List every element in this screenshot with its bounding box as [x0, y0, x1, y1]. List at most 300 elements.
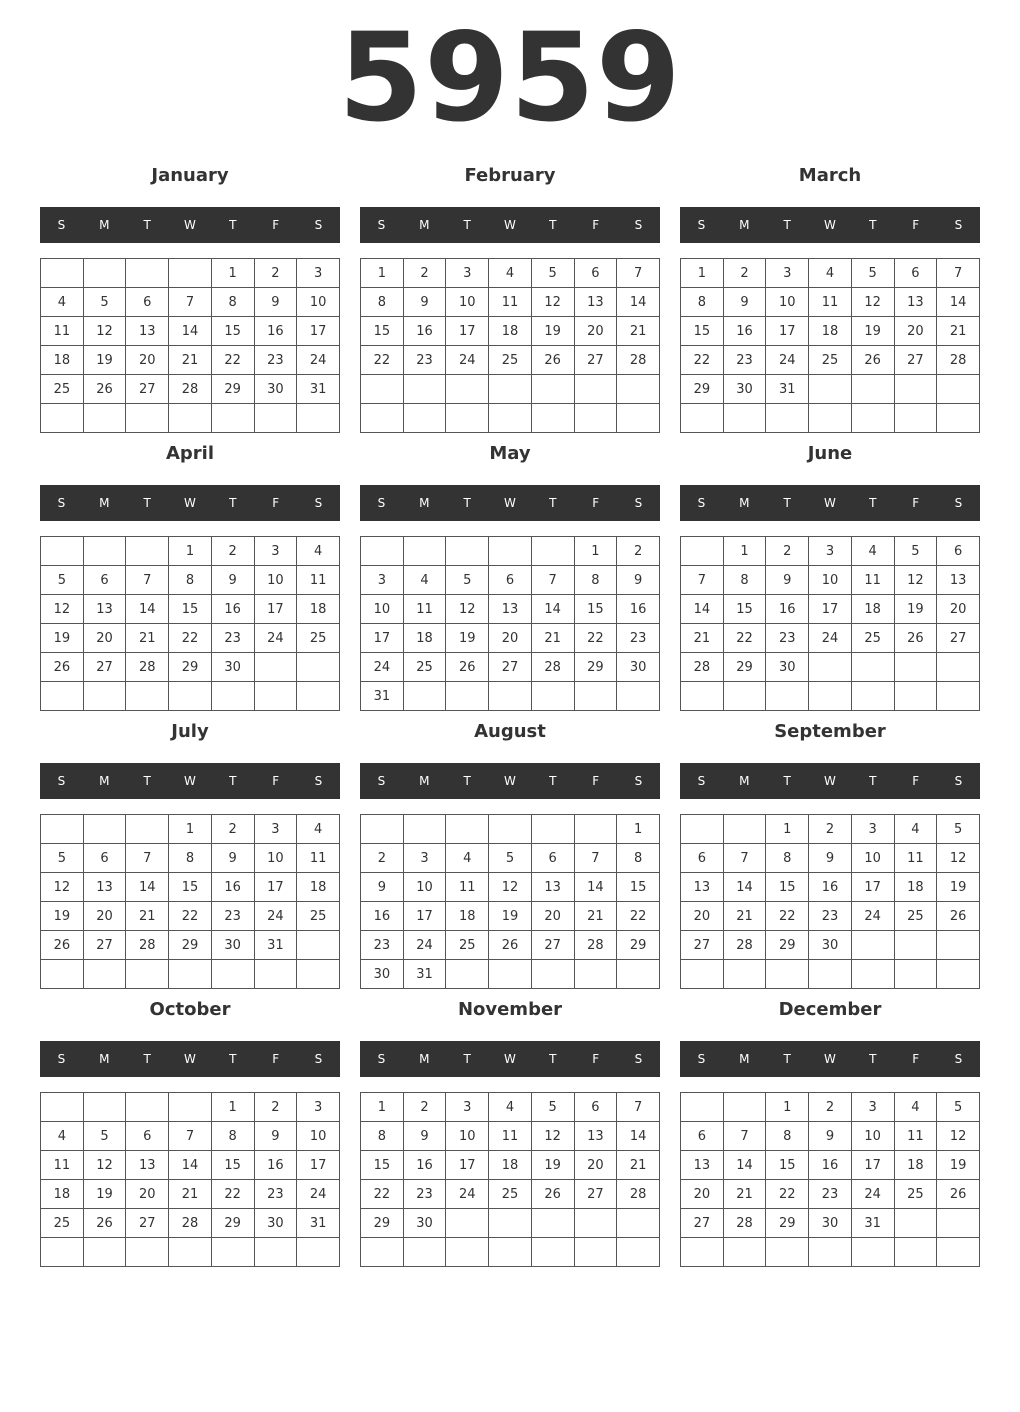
weekday-label: M — [419, 774, 430, 788]
empty-day-cell — [489, 537, 532, 566]
month-february — [360, 160, 660, 430]
month-name: February — [464, 165, 556, 186]
day-cell: 14 — [169, 1151, 212, 1180]
weekday-label: T — [229, 496, 237, 510]
empty-day-cell — [809, 1238, 852, 1267]
day-cell: 11 — [894, 1122, 937, 1151]
day-cell: 12 — [489, 873, 532, 902]
week-row — [361, 1209, 660, 1238]
empty-day-cell — [723, 815, 766, 844]
weekday-header — [680, 207, 980, 243]
empty-day-cell — [574, 960, 617, 989]
empty-day-cell — [681, 404, 724, 433]
month-may — [360, 438, 660, 708]
day-cell: 8 — [617, 844, 660, 873]
month-name: March — [798, 165, 862, 186]
week-row — [41, 259, 340, 288]
weekday-label: M — [99, 496, 110, 510]
empty-day-cell — [254, 1238, 297, 1267]
day-cell: 30 — [766, 653, 809, 682]
day-cell: 19 — [937, 1151, 980, 1180]
empty-day-cell — [617, 375, 660, 404]
day-cell: 26 — [83, 1209, 126, 1238]
empty-day-cell — [574, 404, 617, 433]
day-cell: 9 — [403, 288, 446, 317]
day-cell: 6 — [126, 288, 169, 317]
empty-day-cell — [617, 1209, 660, 1238]
weekday-label: F — [592, 218, 600, 232]
day-cell: 27 — [531, 931, 574, 960]
week-row — [681, 375, 980, 404]
empty-day-cell — [937, 1209, 980, 1238]
day-cell: 26 — [446, 653, 489, 682]
day-cell: 22 — [361, 346, 404, 375]
day-cell: 7 — [169, 288, 212, 317]
day-cell: 22 — [766, 1180, 809, 1209]
week-row — [41, 317, 340, 346]
day-cell: 17 — [446, 317, 489, 346]
day-cell: 4 — [41, 288, 84, 317]
empty-day-cell — [531, 815, 574, 844]
weekday-label: W — [504, 218, 516, 232]
day-cell: 13 — [531, 873, 574, 902]
weekday-label: W — [824, 496, 836, 510]
day-cell: 3 — [809, 537, 852, 566]
empty-day-cell — [489, 960, 532, 989]
week-row — [41, 1180, 340, 1209]
day-cell: 29 — [723, 653, 766, 682]
day-cell: 22 — [574, 624, 617, 653]
day-cell: 25 — [809, 346, 852, 375]
day-cell: 19 — [894, 595, 937, 624]
day-cell: 9 — [361, 873, 404, 902]
week-row — [41, 682, 340, 711]
empty-day-cell — [446, 682, 489, 711]
day-cell: 18 — [809, 317, 852, 346]
empty-day-cell — [894, 404, 937, 433]
day-cell: 21 — [681, 624, 724, 653]
day-cell: 5 — [531, 1093, 574, 1122]
weekday-label: W — [184, 774, 196, 788]
empty-day-cell — [894, 375, 937, 404]
day-cell: 30 — [211, 931, 254, 960]
empty-day-cell — [126, 259, 169, 288]
empty-day-cell — [894, 960, 937, 989]
day-cell: 20 — [126, 1180, 169, 1209]
day-cell: 1 — [766, 1093, 809, 1122]
day-cell: 27 — [574, 346, 617, 375]
empty-day-cell — [403, 815, 446, 844]
empty-day-cell — [403, 682, 446, 711]
empty-day-cell — [403, 537, 446, 566]
weekday-label: F — [592, 1052, 600, 1066]
day-cell: 12 — [894, 566, 937, 595]
day-grid — [360, 536, 660, 711]
month-name: July — [171, 721, 209, 742]
weekday-label: T — [463, 218, 471, 232]
day-cell: 8 — [723, 566, 766, 595]
day-cell: 4 — [489, 259, 532, 288]
day-cell: 4 — [446, 844, 489, 873]
empty-day-cell — [937, 931, 980, 960]
day-cell: 13 — [489, 595, 532, 624]
week-row — [41, 288, 340, 317]
week-row — [361, 815, 660, 844]
empty-day-cell — [446, 404, 489, 433]
day-cell: 14 — [531, 595, 574, 624]
week-row — [361, 960, 660, 989]
empty-day-cell — [851, 404, 894, 433]
day-cell: 1 — [361, 1093, 404, 1122]
week-row — [41, 1238, 340, 1267]
weekday-label: T — [143, 774, 151, 788]
empty-day-cell — [851, 1238, 894, 1267]
empty-day-cell — [403, 404, 446, 433]
week-row — [681, 682, 980, 711]
empty-day-cell — [41, 404, 84, 433]
month-name: September — [774, 721, 886, 742]
day-cell: 18 — [894, 1151, 937, 1180]
empty-day-cell — [446, 1209, 489, 1238]
weekday-header — [40, 763, 340, 799]
day-cell: 10 — [851, 844, 894, 873]
weekday-label: T — [869, 218, 877, 232]
weekday-label: F — [272, 496, 280, 510]
week-row — [361, 873, 660, 902]
day-cell: 6 — [83, 844, 126, 873]
day-cell: 23 — [809, 1180, 852, 1209]
day-cell: 6 — [574, 259, 617, 288]
day-cell: 30 — [254, 1209, 297, 1238]
day-cell: 28 — [937, 346, 980, 375]
month-june — [680, 438, 980, 708]
day-cell: 16 — [723, 317, 766, 346]
day-cell: 29 — [361, 1209, 404, 1238]
day-cell: 22 — [211, 1180, 254, 1209]
day-cell: 12 — [41, 873, 84, 902]
empty-day-cell — [723, 682, 766, 711]
day-cell: 3 — [361, 566, 404, 595]
week-row — [681, 288, 980, 317]
week-row — [41, 815, 340, 844]
day-cell: 26 — [41, 931, 84, 960]
day-cell: 18 — [297, 873, 340, 902]
day-cell: 29 — [766, 1209, 809, 1238]
month-name: October — [149, 999, 231, 1020]
week-row — [681, 595, 980, 624]
week-row — [41, 595, 340, 624]
day-cell: 25 — [894, 902, 937, 931]
week-row — [361, 1238, 660, 1267]
month-january — [40, 160, 340, 430]
empty-day-cell — [766, 960, 809, 989]
day-cell: 19 — [937, 873, 980, 902]
day-cell: 16 — [361, 902, 404, 931]
day-cell: 22 — [681, 346, 724, 375]
day-cell: 19 — [41, 624, 84, 653]
day-cell: 20 — [83, 902, 126, 931]
empty-day-cell — [809, 653, 852, 682]
empty-day-cell — [126, 1238, 169, 1267]
week-row — [361, 682, 660, 711]
day-cell: 27 — [489, 653, 532, 682]
empty-day-cell — [83, 259, 126, 288]
day-cell: 15 — [681, 317, 724, 346]
day-grid — [680, 536, 980, 711]
day-cell: 21 — [617, 317, 660, 346]
day-cell: 4 — [851, 537, 894, 566]
day-cell: 6 — [681, 1122, 724, 1151]
month-april — [40, 438, 340, 708]
day-cell: 20 — [574, 1151, 617, 1180]
day-cell: 10 — [297, 1122, 340, 1151]
week-row — [361, 1151, 660, 1180]
empty-day-cell — [126, 815, 169, 844]
day-cell: 6 — [83, 566, 126, 595]
empty-day-cell — [41, 815, 84, 844]
month-name: November — [457, 999, 563, 1020]
day-cell: 5 — [894, 537, 937, 566]
week-row — [361, 288, 660, 317]
day-cell: 18 — [41, 346, 84, 375]
day-cell: 16 — [809, 1151, 852, 1180]
day-cell: 24 — [254, 902, 297, 931]
day-cell: 8 — [169, 844, 212, 873]
day-cell: 14 — [617, 1122, 660, 1151]
day-grid — [680, 814, 980, 989]
day-cell: 27 — [126, 375, 169, 404]
day-cell: 15 — [723, 595, 766, 624]
day-cell: 11 — [297, 844, 340, 873]
day-cell: 10 — [446, 1122, 489, 1151]
day-cell: 12 — [531, 1122, 574, 1151]
day-cell: 15 — [361, 317, 404, 346]
weekday-label: W — [184, 496, 196, 510]
day-cell: 30 — [617, 653, 660, 682]
day-cell: 22 — [361, 1180, 404, 1209]
empty-day-cell — [446, 1238, 489, 1267]
day-cell: 5 — [83, 288, 126, 317]
weekday-label: S — [634, 218, 643, 232]
weekday-label: T — [229, 218, 237, 232]
day-cell: 29 — [617, 931, 660, 960]
day-cell: 15 — [766, 1151, 809, 1180]
week-row — [41, 404, 340, 433]
weekday-label: F — [912, 218, 920, 232]
day-cell: 8 — [361, 1122, 404, 1151]
empty-day-cell — [937, 404, 980, 433]
empty-day-cell — [617, 682, 660, 711]
empty-day-cell — [41, 960, 84, 989]
weekday-label: M — [739, 218, 750, 232]
empty-day-cell — [169, 1093, 212, 1122]
week-row — [361, 404, 660, 433]
day-cell: 18 — [297, 595, 340, 624]
weekday-label: S — [697, 496, 706, 510]
empty-day-cell — [489, 1209, 532, 1238]
week-row — [681, 317, 980, 346]
empty-day-cell — [361, 1238, 404, 1267]
day-cell: 12 — [531, 288, 574, 317]
day-cell: 20 — [126, 346, 169, 375]
day-cell: 2 — [211, 815, 254, 844]
day-cell: 22 — [169, 624, 212, 653]
weekday-label: S — [954, 496, 963, 510]
week-row — [361, 1180, 660, 1209]
day-cell: 1 — [766, 815, 809, 844]
day-cell: 10 — [809, 566, 852, 595]
day-cell: 20 — [574, 317, 617, 346]
empty-day-cell — [851, 931, 894, 960]
day-cell: 17 — [809, 595, 852, 624]
week-row — [41, 566, 340, 595]
day-cell: 2 — [723, 259, 766, 288]
empty-day-cell — [766, 682, 809, 711]
day-cell: 8 — [766, 844, 809, 873]
day-cell: 15 — [574, 595, 617, 624]
day-cell: 22 — [617, 902, 660, 931]
day-grid — [40, 258, 340, 433]
weekday-label: S — [634, 496, 643, 510]
year-title: 5959 — [338, 7, 682, 149]
day-cell: 29 — [169, 931, 212, 960]
day-cell: 21 — [723, 1180, 766, 1209]
weekday-label: F — [272, 774, 280, 788]
weekday-label: W — [504, 774, 516, 788]
day-cell: 17 — [851, 1151, 894, 1180]
day-cell: 22 — [169, 902, 212, 931]
day-cell: 7 — [681, 566, 724, 595]
empty-day-cell — [531, 1238, 574, 1267]
day-cell: 19 — [446, 624, 489, 653]
day-cell: 31 — [297, 1209, 340, 1238]
weekday-label: T — [783, 218, 791, 232]
week-row — [41, 960, 340, 989]
day-cell: 7 — [169, 1122, 212, 1151]
day-cell: 24 — [851, 902, 894, 931]
day-cell: 26 — [83, 375, 126, 404]
day-cell: 27 — [937, 624, 980, 653]
empty-day-cell — [531, 375, 574, 404]
day-cell: 9 — [809, 1122, 852, 1151]
day-cell: 24 — [809, 624, 852, 653]
day-cell: 8 — [211, 1122, 254, 1151]
day-cell: 3 — [446, 1093, 489, 1122]
empty-day-cell — [41, 537, 84, 566]
day-grid — [40, 814, 340, 989]
day-cell: 27 — [83, 931, 126, 960]
day-cell: 12 — [41, 595, 84, 624]
day-cell: 24 — [361, 653, 404, 682]
day-cell: 1 — [681, 259, 724, 288]
month-name: December — [778, 999, 882, 1020]
day-cell: 5 — [446, 566, 489, 595]
week-row — [681, 537, 980, 566]
day-cell: 8 — [681, 288, 724, 317]
day-cell: 14 — [723, 1151, 766, 1180]
day-cell: 27 — [894, 346, 937, 375]
week-row — [41, 902, 340, 931]
empty-day-cell — [83, 815, 126, 844]
week-row — [681, 815, 980, 844]
day-cell: 25 — [894, 1180, 937, 1209]
weekday-label: S — [57, 496, 66, 510]
empty-day-cell — [211, 682, 254, 711]
day-cell: 26 — [489, 931, 532, 960]
day-cell: 2 — [809, 815, 852, 844]
empty-day-cell — [297, 653, 340, 682]
day-cell: 28 — [169, 375, 212, 404]
day-cell: 4 — [894, 1093, 937, 1122]
week-row — [361, 844, 660, 873]
weekday-label: M — [739, 774, 750, 788]
day-cell: 27 — [126, 1209, 169, 1238]
day-cell: 13 — [126, 317, 169, 346]
weekday-label: S — [377, 1052, 386, 1066]
day-cell: 16 — [617, 595, 660, 624]
day-cell: 17 — [254, 595, 297, 624]
day-cell: 16 — [403, 1151, 446, 1180]
empty-day-cell — [809, 960, 852, 989]
empty-day-cell — [169, 404, 212, 433]
day-cell: 9 — [403, 1122, 446, 1151]
day-cell: 7 — [723, 844, 766, 873]
empty-day-cell — [574, 682, 617, 711]
day-cell: 29 — [169, 653, 212, 682]
day-cell: 24 — [297, 1180, 340, 1209]
empty-day-cell — [531, 960, 574, 989]
week-row — [41, 537, 340, 566]
empty-day-cell — [297, 960, 340, 989]
empty-day-cell — [617, 404, 660, 433]
day-cell: 23 — [254, 346, 297, 375]
day-cell: 6 — [894, 259, 937, 288]
weekday-label: M — [99, 218, 110, 232]
day-cell: 13 — [574, 288, 617, 317]
day-cell: 9 — [254, 1122, 297, 1151]
day-cell: 20 — [83, 624, 126, 653]
day-cell: 19 — [83, 1180, 126, 1209]
day-cell: 26 — [894, 624, 937, 653]
day-grid — [40, 536, 340, 711]
day-cell: 11 — [809, 288, 852, 317]
day-cell: 21 — [574, 902, 617, 931]
empty-day-cell — [254, 404, 297, 433]
day-cell: 15 — [766, 873, 809, 902]
week-row — [681, 346, 980, 375]
empty-day-cell — [937, 960, 980, 989]
empty-day-cell — [83, 537, 126, 566]
day-cell: 14 — [169, 317, 212, 346]
day-cell: 28 — [574, 931, 617, 960]
weekday-label: S — [57, 1052, 66, 1066]
day-cell: 16 — [254, 317, 297, 346]
day-cell: 20 — [894, 317, 937, 346]
week-row — [681, 1209, 980, 1238]
empty-day-cell — [766, 1238, 809, 1267]
day-cell: 14 — [681, 595, 724, 624]
month-september — [680, 716, 980, 986]
empty-day-cell — [937, 375, 980, 404]
day-cell: 13 — [894, 288, 937, 317]
weekday-label: M — [99, 1052, 110, 1066]
empty-day-cell — [809, 375, 852, 404]
weekday-label: F — [912, 496, 920, 510]
empty-day-cell — [297, 1238, 340, 1267]
empty-day-cell — [361, 404, 404, 433]
week-row — [681, 624, 980, 653]
day-cell: 28 — [169, 1209, 212, 1238]
